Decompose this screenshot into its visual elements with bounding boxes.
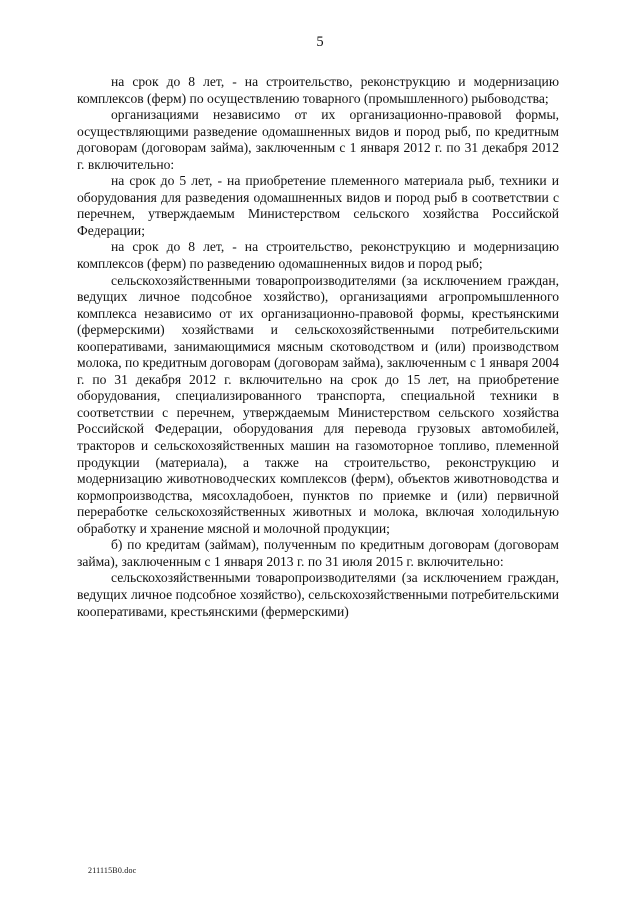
paragraph: на срок до 5 лет, - на приобретение племенного материала рыб, техники и оборудования для разведения одомашненных видов и пород рыб в соответствии с перечнем, утверждаемым Министерством сельского хозяйства Российской Федерации;: [77, 173, 559, 238]
paragraph: б) по кредитам (займам), полученным по кредитным договорам (договорам займа), заключенным с 1 января 2013 г. по 31 июля 2015 г. включительно:: [77, 537, 559, 569]
page-number: 5: [316, 34, 324, 50]
paragraph: на срок до 8 лет, - на строительство, реконструкцию и модернизацию комплексов (ферм) по разведению одомашненных видов и пород рыб;: [77, 239, 559, 272]
paragraph: сельскохозяйственными товаропроизводителями (за исключением граждан, ведущих личное подсобное хозяйство), организациями агропромышленного комплекса независимо от их организационно-правовой формы, крестьянскими (фермерскими) хозяйствами и сельскохозяйственными потребительскими кооперативами, занимающимися мясным скотоводством и (или) производством молока, по кредитным договорам (договорам займа), заключенным с 1 января 2004 г. по 31 декабря 2012 г. включительно на срок до 15 лет, на приобретение оборудования, специализированного транспорта, специальной техники в соответствии с перечнем, утверждаемым Министерством сельского хозяйства Российской Федерации, оборудования для перевода грузовых автомобилей, тракторов и сельскохозяйственных машин на газомоторное топливо, племенной продукции (материала), а также на строительство, реконструкцию и модернизацию животноводческих комплексов (ферм), объектов животноводства и кормопроизводства, мясохладобоен, пунктов по приемке и (или) первичной переработке сельскохозяйственных животных и молока, включая холодильную обработку и хранение мясной и молочной продукции;: [77, 272, 559, 536]
paragraph: организациями независимо от их организационно-правовой формы, осуществляющими разведение одомашненных видов и пород рыб, по кредитным договорам (договорам займа), заключенным с 1 января 2012 г. по 31 декабря 2012 г. включительно:: [77, 107, 559, 172]
paragraph: сельскохозяйственными товаропроизводителями (за исключением граждан, ведущих личное подсобное хозяйство), сельскохозяйственными потребительскими кооперативами, крестьянскими (фермерскими): [77, 570, 559, 619]
footer-file-code: 211115В0.doc: [88, 866, 137, 875]
paragraph: на срок до 8 лет, - на строительство, реконструкцию и модернизацию комплексов (ферм) по осуществлению товарного (промышленного) рыбоводства;: [77, 74, 559, 106]
document-body: [77, 74, 559, 620]
